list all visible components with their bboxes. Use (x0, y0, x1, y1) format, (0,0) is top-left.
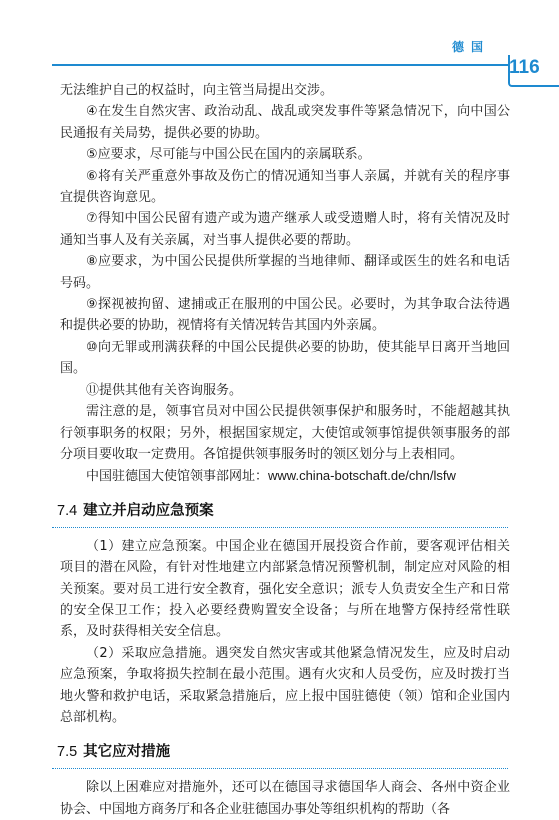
section-7-4-para-1: （1）建立应急预案。中国企业在德国开展投资合作前，要客观评估相关项目的潜在风险，有针对性地建立内部紧急情况预警机制，制定应对风险的相关预案。要对员工进行安全教育，强化安全意识；派专人负责安全生产和日常的安全保卫工作；投入必要经费购置安全设备；与所在地警方保持经常性联系，及时获得相关安全信息。 (60, 538, 510, 640)
page-body (57, 80, 510, 820)
section-7-5-para-1: 除以上困难应对措施外，还可以在德国寻求德国华人商会、各州中资企业协会、中国地方商务厅和各企业驻德国办事处等组织机构的帮助（各 (60, 780, 510, 817)
consular-item-6: ⑥将有关严重意外事故及伤亡的情况通知当事人亲属，并就有关的程序事宜提供咨询意见。 (60, 168, 510, 206)
embassy-website-line (60, 465, 510, 487)
consular-item-9: ⑨探视被拘留、逮捕或正在服刑的中国公民。必要时，为其争取合法待遇和提供必要的协助，视情将有关情况转告其国内外亲属。 (60, 297, 510, 334)
consular-item-5: ⑤应要求，尽可能与中国公民在国内的亲属联系。 (86, 147, 371, 163)
consular-item-11: ⑪提供其他有关咨询服务。 (86, 382, 243, 398)
section-7-4-heading (57, 500, 510, 522)
section-7-4-title: 建立并启动应急预案 (83, 502, 214, 519)
section-7-5-heading (57, 741, 510, 763)
consular-item-8: ⑧应要求，为中国公民提供所掌握的当地律师、翻译或医生的姓名和电话号码。 (60, 254, 510, 291)
embassy-website-label: 中国驻德国大使馆领事部网址： (86, 469, 269, 485)
consular-item-4: ④在发生自然灾害、政治动乱、战乱或突发事件等紧急情况下，向中国公民通报有关局势，提供必要的协助。 (60, 104, 510, 141)
section-7-4-number: 7.4 (57, 502, 78, 519)
embassy-website-link[interactable]: www.china-botschaft.de/chn/lsfw (268, 468, 456, 484)
header-rule (52, 64, 508, 66)
page-number: 116 (509, 57, 540, 78)
section-7-5-title: 其它应对措施 (83, 744, 171, 761)
consular-item-7: ⑦得知中国公民留有遗产或为遗产继承人或受遗赠人时，将有关情况及时通知当事人及有关亲属，对当事人提供必要的帮助。 (60, 211, 510, 248)
section-7-4-para-2: （2）采取应急措施。遇突发自然灾害或其他紧急情况发生，应及时启动应急预案，争取将损失控制在最小范围。遇有火灾和人员受伤，应及时拨打当地火警和救护电话，采取紧急措施后，应上报中国驻德使（领）馆和企业国内总部机构。 (60, 645, 510, 725)
consular-item-continued: 无法维护自己的权益时，向主管当局提出交涉。 (60, 83, 334, 98)
consular-note: 需注意的是，领事官员对中国公民提供领事保护和服务时，不能超越其执行领事职务的权限；另外，根据国家规定，大使馆或领事馆提供领事服务的部分项目要收取一定费用。各馆提供领事服务时的领区划分与上表相同。 (60, 404, 510, 462)
consular-item-10: ⑩向无罪或刑满获释的中国公民提供必要的协助，使其能早日离开当地回国。 (60, 339, 510, 377)
section-7-5-number: 7.5 (57, 744, 78, 761)
header-country: 德国 (452, 40, 491, 54)
